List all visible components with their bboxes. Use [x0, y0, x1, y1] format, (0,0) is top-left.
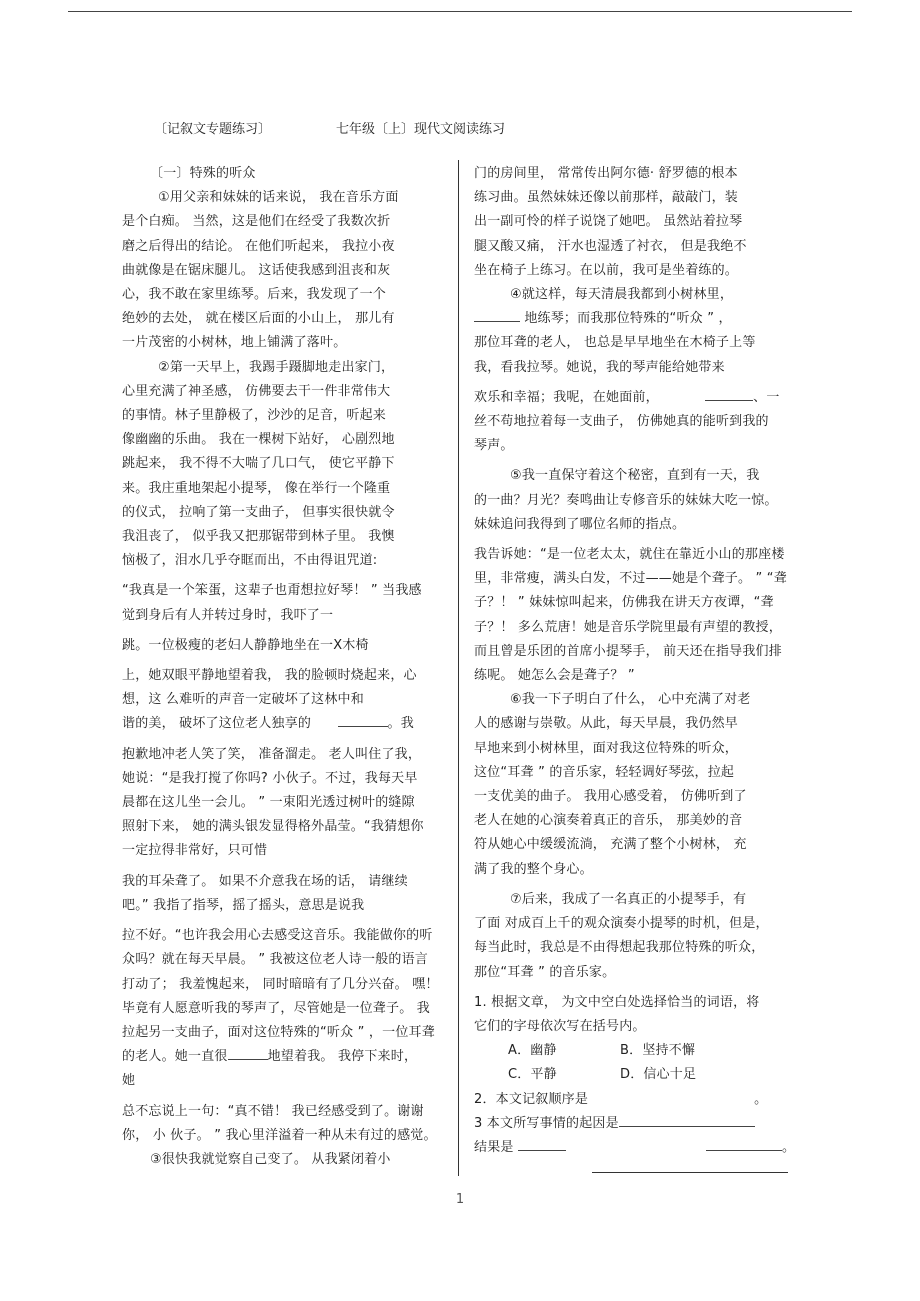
- text-fragment: 结果是: [474, 1139, 514, 1155]
- text-line: 的一曲？月光？奏鸣曲让专修音乐的妹妹大吃一惊。: [474, 492, 778, 508]
- text-line: 曲就像是在锯床腿儿。 这话使我感到沮丧和灰: [122, 262, 391, 278]
- column-divider: [458, 160, 459, 1176]
- text-line: 一定拉得非常好，只可惜: [122, 843, 268, 859]
- text-fragment: 地望着我。 我停下来时，: [267, 1049, 418, 1065]
- text-line: 子？！ ” 妹妹惊叫起来，仿佛我在讲天方夜谭，“聋: [474, 595, 774, 611]
- text-fragment: 谐的美， 破坏了这位老人独享的: [122, 716, 312, 732]
- text-line: 晨都在这儿坐一会儿。 ” 一束阳光透过树叶的缝隙: [122, 795, 415, 811]
- text-fragment: 欢乐和幸福；我呢，在她面前，: [474, 389, 653, 405]
- header-grade-title: 七年级〔上〕现代文阅读练习: [336, 122, 506, 137]
- text-fragment: 2．本文记叙顺序是: [474, 1091, 589, 1107]
- text-line-with-blank: [122, 712, 448, 736]
- text-line: 我，看我拉琴。她说，我的琴声能给她带来: [474, 359, 725, 375]
- section-title: 〔一〕特殊的听众: [150, 166, 256, 181]
- text-line-with-blank: [122, 1045, 448, 1069]
- answer-blank[interactable]: [619, 1112, 755, 1127]
- text-line: 毕竟有人愿意听我的琴声了，尽管她是一位聋子。 我: [122, 1000, 430, 1016]
- text-line: 丝不苟地拉着每一支曲子， 仿佛她真的能听到我的: [474, 414, 769, 430]
- question-3-result: [474, 1136, 798, 1160]
- text-line: 腿又酸又痛， 汗水也湿透了衬衣， 但是我绝不: [474, 238, 747, 254]
- text-line: ④就这样，每天清晨我都到小树林里，: [510, 287, 734, 303]
- text-line: 人的感谢与崇敬。从此，每天早晨，我仍然早: [474, 716, 739, 732]
- text-line: 妹妹追问我得到了哪位名师的指点。: [474, 516, 686, 532]
- text-line: 这位“耳聋 ” 的音乐家，轻轻调好琴弦，拉起: [474, 764, 735, 780]
- text-fragment: 。我: [387, 716, 414, 732]
- text-line: 那位耳聋的老人， 也总是早早地坐在木椅子上等: [474, 335, 756, 351]
- text-line: ⑥我一下子明白了什么， 心中充满了对老: [510, 692, 751, 708]
- text-line: 跳起来， 我不得不大喘了几口气， 使它平静下: [122, 456, 395, 472]
- text-line: 了面 对成百上千的观众演奏小提琴的时机，但是，: [474, 916, 769, 932]
- right-column: [474, 162, 798, 1160]
- text-line: 像幽幽的乐曲。 我在一棵树下站好， 心剧烈地: [122, 432, 395, 448]
- text-line: 出一副可怜的样子说饶了她吧。 虽然站着拉琴: [474, 214, 743, 230]
- text-line: 的事情。林子里静极了，沙沙的足音，听起来: [122, 408, 387, 424]
- left-column: [122, 162, 448, 1172]
- text-line: ②第一天早上，我踢手蹑脚地走出家门，: [158, 359, 395, 375]
- text-line: 抱歉地冲老人笑了笑， 准备溜走。 老人叫住了我，: [122, 746, 422, 762]
- text-line: 你， 小 伙子。 ” 我心里洋溢着一种从未有过的感觉。: [122, 1127, 437, 1143]
- text-line: 老人在她的心演奏着真正的音乐， 那美妙的音: [474, 813, 743, 829]
- text-line: 满了我的整个身心。: [474, 861, 593, 877]
- question-1-cont: 它们的字母依次写在括号内。: [474, 1018, 646, 1034]
- question-3: [474, 1112, 798, 1136]
- options-row: [474, 1063, 798, 1087]
- option-b: B．坚持不懈: [620, 1043, 696, 1059]
- text-line: 我沮丧了， 似乎我又把那锯带到林子里。 我懊: [122, 529, 395, 545]
- page-number: 1: [455, 1192, 465, 1207]
- text-fragment: 地练琴；而我那位特殊的“听众 ” ，: [520, 311, 732, 327]
- text-line: 练呢。 她怎么会是聋子？ ”: [474, 668, 635, 684]
- text-line: 而且曾是乐团的首席小提琴手， 前天还在指导我们排: [474, 643, 782, 659]
- answer-blank[interactable]: [518, 1136, 566, 1151]
- answer-line[interactable]: [592, 1172, 788, 1173]
- text-line: 绝妙的去处， 就在楼区后面的小山上， 那儿有: [122, 311, 395, 327]
- option-c: C．平静: [508, 1067, 557, 1083]
- text-fragment: 的老人。她一直很: [122, 1049, 228, 1065]
- text-line: 她: [122, 1073, 136, 1089]
- text-line: 子？！ 多么荒唐！她是音乐学院里最有声望的教授，: [474, 619, 782, 635]
- text-line: 里，非常瘦，满头白发，不过——她是个聋子。 ” “聋: [474, 571, 787, 587]
- text-line: 恼极了，泪水几乎夺眶而出，不由得诅咒道:: [122, 553, 378, 569]
- text-line: 琴声。: [474, 438, 514, 454]
- answer-blank[interactable]: [706, 1136, 782, 1151]
- option-a: A．幽静: [508, 1043, 557, 1059]
- text-line: 是个白痴。 当然，这是他们在经受了我数次折: [122, 214, 391, 230]
- text-fragment: 。: [754, 1091, 768, 1107]
- option-d: D．信心十足: [620, 1067, 697, 1083]
- text-line: ⑤我一直保守着这个秘密，直到有一天，我: [510, 468, 760, 484]
- text-fragment: 。: [781, 1139, 796, 1155]
- text-line: 来。我庄重地架起小提琴， 像在举行一个隆重: [122, 480, 391, 496]
- text-line: 照射下来， 她的满头银发显得格外晶莹。“我猜想你: [122, 819, 424, 835]
- text-line: 早地来到小树林里，面对我这位特殊的听众，: [474, 740, 739, 756]
- text-line-with-blank: [474, 307, 798, 331]
- text-line: 的仪式， 拉响了第一支曲子， 但事实很快就令: [122, 504, 395, 520]
- text-line: 练习曲。虽然妹妹还像以前那样，敲敲门，装: [474, 190, 739, 206]
- text-line: ⑦后来，我成了一名真正的小提琴手，有: [510, 891, 747, 907]
- text-line: 觉到身后有人并转过身时，我吓了一: [122, 607, 334, 623]
- text-line: 总不忘说上一句：“真不错！ 我已经感受到了。谢谢: [122, 1103, 424, 1119]
- text-fragment: 、一: [753, 389, 780, 405]
- text-line: 打动了； 我羞愧起来， 同时暗暗有了几分兴奋。 嘿！: [122, 976, 439, 992]
- text-line: 符从她心中缓缓流淌， 充满了整个小树林， 充: [474, 837, 747, 853]
- text-line: “我真是一个笨蛋，这辈子也甭想拉好琴！ ” 当我感: [122, 583, 422, 599]
- text-line: 众吗？就在每天早晨。 ” 我被这位老人诗一般的语言: [122, 952, 428, 968]
- text-line: 磨之后得出的结论。 在他们听起来， 我拉小夜: [122, 238, 395, 254]
- answer-blank[interactable]: [474, 307, 520, 322]
- text-line: 她说：“是我打搅了你吗? 小伙子。不过，我每天早: [122, 770, 418, 786]
- text-line: ①用父亲和妹妹的话来说， 我在音乐方面: [158, 190, 399, 206]
- text-line: 一支优美的曲子。 我用心感受着， 仿佛听到了: [474, 789, 747, 805]
- text-fragment: 3 本文所写事情的起因是: [474, 1115, 619, 1131]
- text-line-with-blank: [474, 386, 798, 410]
- text-line: 跳。一位极瘦的老妇人静静地坐在一Ⅹ木椅: [122, 637, 369, 653]
- text-line: 每当此时，我总是不由得想起我那位特殊的听众，: [474, 940, 765, 956]
- text-line: 我告诉她：“是一位老太太，就住在靠近小山的那座楼: [474, 547, 785, 563]
- text-line: 上，她双眼平静地望着我， 我的脸顿时烧起来，心: [122, 668, 417, 684]
- text-line: 一片茂密的小树林，地上铺满了落叶。: [122, 335, 347, 351]
- question-2: [474, 1088, 798, 1112]
- text-line: 我的耳朵聋了。 如果不介意我在场的话， 请继续: [122, 873, 408, 889]
- text-line: 想，这 么难听的声音一定破坏了这林中和: [122, 692, 364, 708]
- text-line: 心，我不敢在家里练琴。后来，我发现了一个: [122, 287, 387, 303]
- text-line: ③很快我就觉察自己变了。 从我紧闭着小: [150, 1151, 391, 1167]
- options-row: [474, 1039, 798, 1063]
- text-line: 吧。” 我指了指琴，摇了摇头，意思是说我: [122, 897, 365, 913]
- question-1: 1. 根据文章， 为文中空白处选择恰当的词语，将: [474, 994, 760, 1010]
- answer-blank[interactable]: [338, 712, 388, 727]
- text-line: 心里充满了神圣感， 仿佛要去干一件非常伟大: [122, 383, 391, 399]
- text-line: 门的房间里， 常常传出阿尔德· 舒罗德的根本: [474, 166, 738, 181]
- text-line: 拉不好。“也许我会用心去感受这音乐。我能做你的听: [122, 928, 433, 944]
- text-line: 坐在椅子上练习。在以前，我可是坐着练的。: [474, 262, 739, 278]
- answer-blank[interactable]: [705, 386, 753, 401]
- text-line: 拉起另一支曲子，面对这位特殊的“听众 ” ，一位耳聋: [122, 1024, 435, 1040]
- top-rule: [68, 11, 852, 12]
- text-line: 那位“耳聋 ” 的音乐家。: [474, 964, 616, 980]
- answer-blank[interactable]: [228, 1045, 268, 1060]
- header-series-title: 〔记叙文专题练习〕: [154, 122, 272, 137]
